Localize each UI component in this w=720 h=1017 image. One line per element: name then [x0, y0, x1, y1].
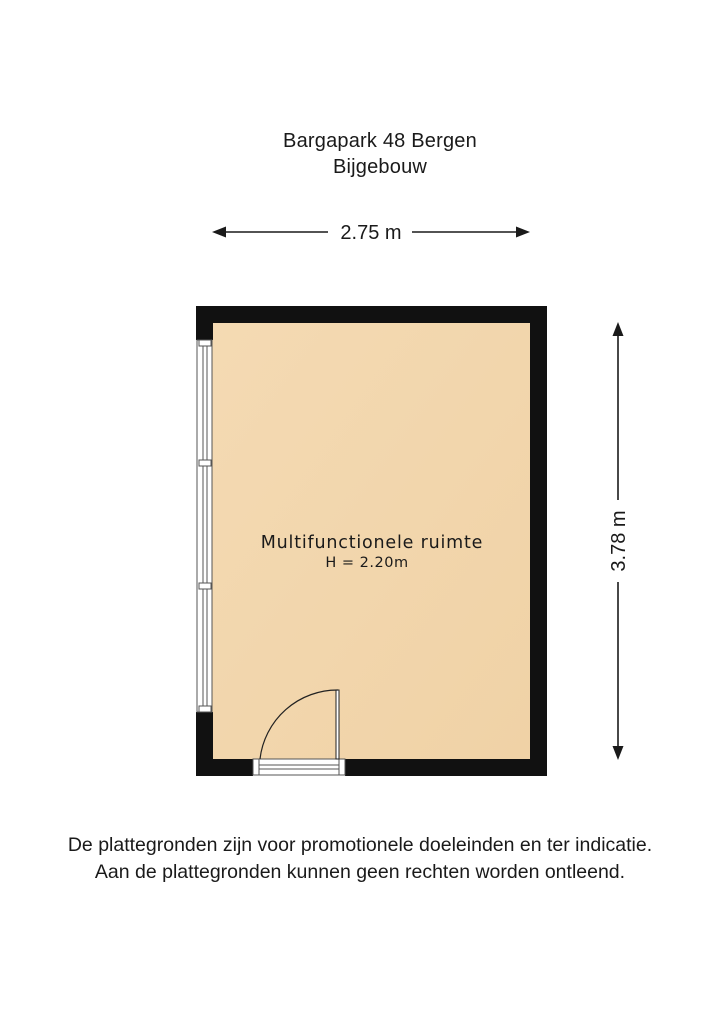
- wall-top: [196, 306, 547, 323]
- depth-label: 3.78 m: [608, 510, 630, 572]
- window-mullion: [199, 706, 211, 712]
- wall-bottom-right: [345, 759, 547, 776]
- disclaimer: [0, 832, 720, 886]
- depth-arrow-bottom-icon: [613, 746, 624, 760]
- address-label: Bargapark 48 Bergen: [283, 130, 477, 152]
- wall-left-top: [196, 306, 213, 340]
- disclaimer-line-1: De plattegronden zijn voor promotionele doeleinden en ter indicatie.: [67, 834, 653, 856]
- door-threshold: [253, 759, 345, 775]
- depth-dimension: [608, 322, 630, 760]
- window-left-wall: [197, 340, 212, 712]
- width-arrow-right-icon: [516, 227, 530, 238]
- door-jamb-right: [339, 759, 345, 775]
- door-leaf: [336, 690, 339, 759]
- window-mullion: [199, 340, 211, 346]
- door-jamb-left: [253, 759, 259, 775]
- disclaimer-line-2: Aan de plattegronden kunnen geen rechten worden ontleend.: [94, 861, 626, 883]
- window-mullion: [199, 583, 211, 589]
- window-mullion: [199, 460, 211, 466]
- depth-arrow-top-icon: [613, 322, 624, 336]
- wall-right: [530, 306, 547, 776]
- building-label: Bijgebouw: [332, 156, 428, 178]
- window-frame: [197, 340, 212, 712]
- room-name: Multifunctionele ruimte: [260, 533, 484, 553]
- width-label: 2.75 m: [340, 222, 402, 244]
- width-arrow-left-icon: [212, 227, 226, 238]
- wall-bottom-left: [196, 759, 253, 776]
- room-height: H = 2.20m: [325, 555, 409, 571]
- width-dimension: [212, 222, 530, 244]
